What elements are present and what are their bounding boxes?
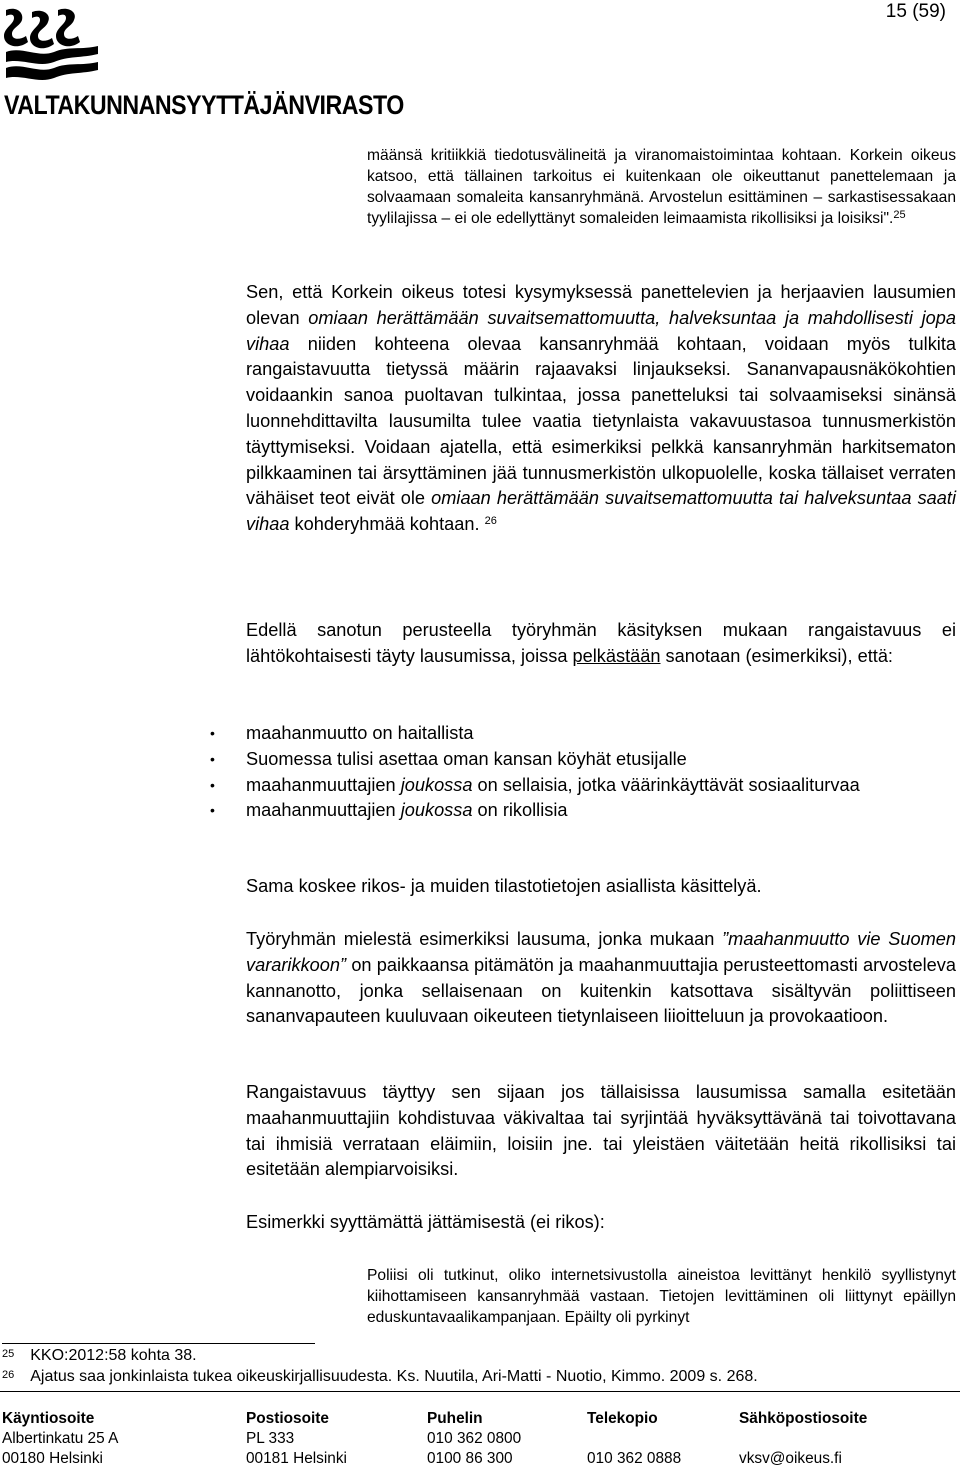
page-number: 15 (59) — [885, 1, 946, 22]
footnote-number: 26 — [2, 1369, 15, 1381]
text: maahanmuuttajien — [246, 774, 401, 795]
text: Sen, että Korkein oikeus totesi kysymyksessä panettelevien ja herjaavien lausumien olevan — [246, 282, 956, 328]
paragraph-1 — [246, 280, 956, 538]
footnote-ref[interactable]: 26 — [484, 515, 497, 528]
paragraph-5 — [246, 1080, 956, 1183]
paragraph-2 — [246, 618, 956, 670]
paragraph-6 — [246, 1210, 956, 1236]
footer-heading: Puhelin — [427, 1410, 483, 1427]
footer-visit-address — [2, 1409, 118, 1469]
text: niiden kohteena olevaa kansanryhmää kohtaan, voidaan myös tulkita rangaistavuutta tietyssä määrin rajaavaksi linjaukseksi. Sananvapausnäkökohtien voidaankin sanoa puoltavan tulkintaa, jossa panetteluksi tai solvaamiseksi sinänsä luonnehdittavilta lausumilta tulee vaatia tietynlaista vakavuustasoa tunnusmerkistön täyttymiseksi. Voidaan ajatella, että esimerkiksi pelkkä kansanryhmän harkitsematon pilkkaaminen tai ärsyttäminen jää tunnusmerkistön ulkopuolelle, koska tällaiset verraten vähäiset teot eivät ole — [246, 333, 956, 509]
emphasis: omiaan herättämään suvaitsemattomuutta tai halveksuntaa saati vihaa — [246, 488, 956, 535]
text: Sama koskee rikos- ja muiden tilastotietojen asiallista käsittelyä. — [246, 876, 762, 896]
underlined-text: pelkästään — [572, 645, 661, 666]
footer-line: Albertinkatu 25 A — [2, 1430, 119, 1447]
footer-line — [587, 1429, 681, 1449]
footer-post-address — [246, 1409, 347, 1469]
footer-line: 010 362 0888 — [587, 1450, 682, 1467]
text: on sellaisia, jotka väärinkäyttävät sosiaaliturvaa — [472, 774, 860, 795]
footer-fax — [587, 1409, 681, 1469]
footer-heading: Sähköpostiosoite — [739, 1410, 868, 1427]
footer-line: 00181 Helsinki — [246, 1450, 347, 1467]
paragraph-3 — [246, 874, 956, 900]
footer-heading: Telekopio — [587, 1410, 658, 1427]
list-item — [210, 747, 956, 773]
text: kohderyhmää kohtaan. — [289, 514, 485, 535]
emphasis: ”maahanmuutto vie Suomen vararikkoon” — [246, 929, 957, 975]
list-item — [210, 798, 956, 824]
footnote-26 — [2, 1367, 758, 1387]
footnote-25 — [2, 1346, 197, 1366]
text: Suomessa tulisi asettaa oman kansan köyhät etusijalle — [246, 748, 687, 769]
text: maahanmuutto on haitallista — [246, 723, 474, 743]
footnote-number: 25 — [2, 1348, 15, 1360]
footer-heading: Postiosoite — [246, 1410, 329, 1427]
footnote-text: KKO:2012:58 kohta 38. — [30, 1347, 197, 1364]
example-case: Poliisi oli tutkinut, oliko internetsivustolla aineistoa levittänyt henkilö syyllistynyt kiihottamiseen kansanryhmää vastaan. Tietojen levittäminen oli liittynyt epäillyn eduskuntavaalikampanjaan. Epäilty oli pyrkinyt — [367, 1267, 956, 1326]
list-item — [210, 773, 956, 799]
agency-logo-icon — [2, 6, 102, 86]
footer-heading: Käyntiosoite — [2, 1410, 95, 1427]
footer-line: 00180 Helsinki — [2, 1450, 103, 1467]
text: maahanmuuttajien — [246, 800, 401, 821]
agency-name: VALTAKUNNANSYYTTÄJÄNVIRASTO — [4, 90, 404, 120]
emphasis: joukossa — [400, 774, 473, 795]
footer-line: PL 333 — [246, 1430, 295, 1447]
footnote-ref[interactable]: 25 — [893, 209, 906, 221]
footer-phone — [427, 1409, 521, 1469]
text: Työryhmän mielestä esimerkiksi lausuma, jonka mukaan — [246, 929, 723, 949]
footnote-text: Ajatus saa jonkinlaista tukea oikeuskirjallisuudesta. Ks. Nuutila, Ari-Matti - Nuotio, Kimmo. 2009 s. 268. — [30, 1368, 758, 1385]
footer-line — [739, 1429, 867, 1449]
footer-divider — [0, 1391, 960, 1392]
example-statements-list — [210, 721, 956, 824]
text: Rangaistavuus täyttyy sen sijaan jos tällaisissa lausumissa samalla esitetään maahanmuuttajiin kohdistuvaa väkivaltaa tai syrjintää hyväksyttävänä tai toivottavana tai ihmisiä verrataan eläimiin, loisiin jne. tai yleistäen väitetään heitä rikollisiksi tai esitetään alempiarvoisiksi. — [246, 1082, 956, 1180]
footer-line: 0100 86 300 — [427, 1450, 513, 1467]
text: sanotaan (esimerkiksi), että: — [660, 645, 893, 666]
court-quote — [367, 145, 956, 229]
text: Edellä sanotun perusteella työryhmän käsityksen mukaan rangaistavuus ei lähtökohtaisesti täyty lausumissa, joissa — [246, 620, 956, 666]
quote-text: määnsä kritiikkiä tiedotusvälineitä ja viranomaistoimintaa kohtaan. Korkein oikeus katsoo, että tällainen tarkoitus ei kuitenkaan ole oikeuttanut panettelemaan ja solvaamaan somaleita kansanryhmänä. Arvostelun esittäminen – sarkastisessakaan tyylilajissa – ei ole edellyttänyt somaleiden leimaamista rikollisiksi ja loisiksi". — [367, 147, 956, 227]
text: on paikkaansa pitämätön ja maahanmuuttajia perusteettomasti arvosteleva kannanotto, jonka sellaisenaan on kuitenkin katsottava sisältyvän poliittiseen sananvapauteen kuuluvaan oikeuteen tietynlaiseen liioitteluun ja provokaatioon. — [246, 954, 956, 1027]
paragraph-4 — [246, 927, 956, 1030]
emphasis: joukossa — [400, 800, 473, 821]
footer-email-link[interactable]: vksv@oikeus.fi — [739, 1450, 842, 1467]
footer-line: 010 362 0800 — [427, 1430, 522, 1447]
emphasis: omiaan herättämään suvaitsemattomuutta, halveksuntaa ja mahdollisesti jopa vihaa — [246, 307, 956, 354]
text: on rikollisia — [472, 800, 568, 821]
text: Esimerkki syyttämättä jättämisestä (ei rikos): — [246, 1212, 605, 1232]
footer-email — [739, 1409, 867, 1469]
footnote-divider — [2, 1343, 315, 1344]
list-item — [210, 721, 956, 747]
